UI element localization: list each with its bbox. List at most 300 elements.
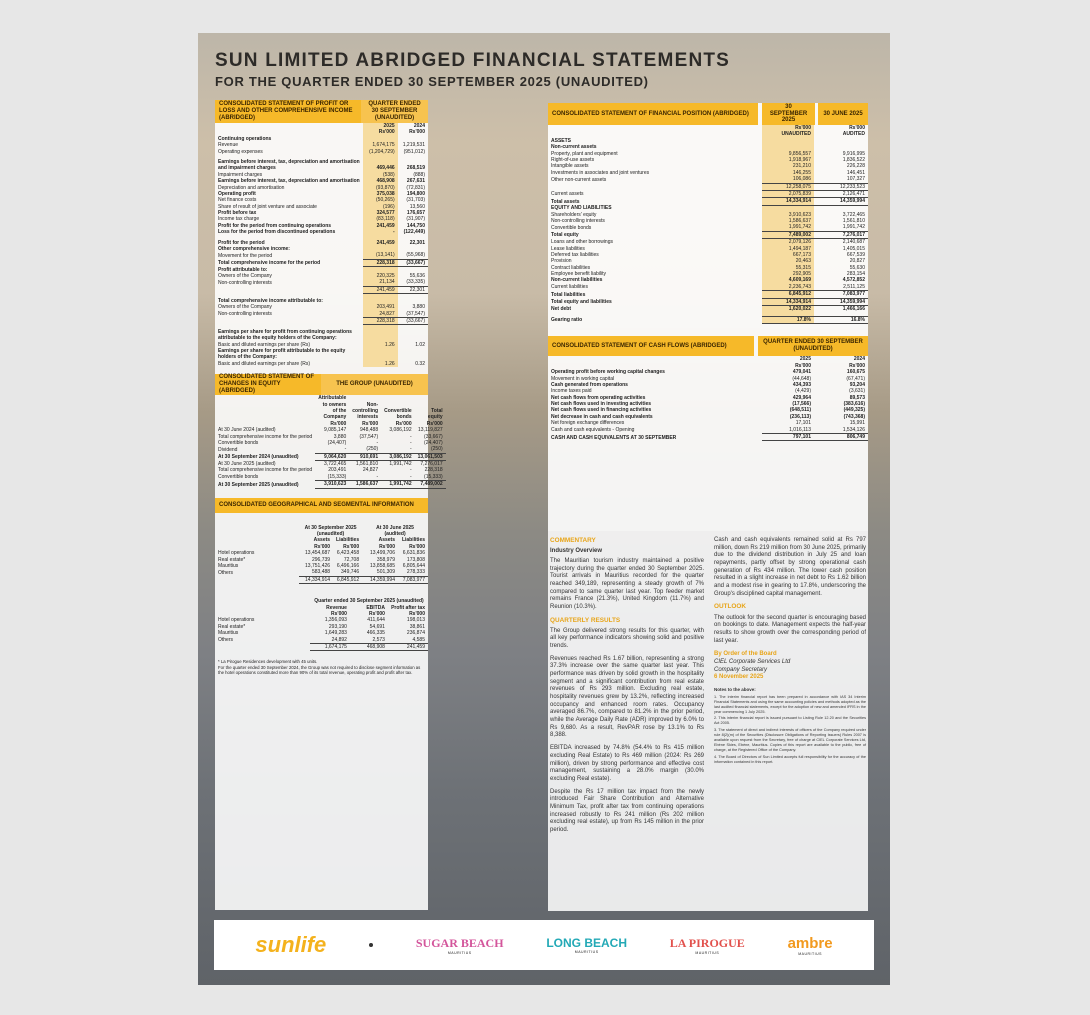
cf-label: Net foreign exchange differences: [551, 420, 625, 427]
fp-label: Employee benefit liability: [551, 271, 607, 278]
seg-value: 1,674,175: [310, 643, 350, 650]
fp-value-2: 12,233,523: [814, 183, 868, 190]
seg-label: Real estate*: [218, 623, 246, 630]
fp-value-2: 667,539: [846, 251, 865, 258]
fp-table: [548, 125, 868, 324]
pl-value-1: 375,038: [363, 191, 398, 197]
geo-table: [215, 525, 428, 585]
fp-title: CONSOLIDATED STATEMENT OF FINANCIAL POSITION (ABRIDGED): [548, 103, 758, 125]
pl-label: Profit for the period: [218, 239, 265, 246]
fp-value-2: 107,327: [846, 176, 865, 183]
fp-label: Property, plant and equipment: [551, 150, 618, 157]
cf-value-2: (743,368): [843, 413, 865, 420]
fp-value-2: 1,405,015: [842, 245, 865, 252]
eq-value: -: [376, 473, 379, 480]
fp-value-1: 6,845,912: [762, 291, 814, 298]
fp-value-2: 7,276,017: [814, 231, 868, 238]
eq-value: 7,489,002: [415, 481, 446, 488]
fp-label: Total assets: [551, 198, 580, 205]
seg-row: [215, 637, 428, 644]
cf-value-1: 17,101: [795, 420, 811, 427]
cf-label: Movement in working capital: [551, 375, 615, 382]
fp-value-1: 1,918,967: [762, 157, 814, 163]
eq-value: (37,547): [359, 433, 379, 440]
fp-value-1: 1,991,742: [762, 224, 814, 231]
seg-unit: Rs'000: [369, 610, 385, 617]
logo-long-beach-text: LONG BEACH: [546, 936, 627, 950]
geo-value: 501,309: [376, 569, 395, 576]
fp-col-2: 30 JUNE 2025: [818, 103, 868, 125]
fp-row: [548, 198, 868, 205]
fp-value-2: 1,991,742: [842, 224, 865, 231]
eq-value: 1,991,742: [389, 461, 412, 468]
pl-value-2: 267,631: [406, 178, 425, 185]
pl-row: [215, 329, 428, 342]
geo-value: 7,083,977: [398, 576, 428, 583]
logo-long-beach-sub: MAURITIUS: [574, 950, 599, 954]
pl-row: [215, 279, 428, 286]
eq-value: -: [409, 446, 412, 453]
eq-value: 3,910,623: [315, 481, 349, 488]
fp-value-2: 7,083,977: [814, 291, 868, 298]
geo-value: 13,499,706: [369, 550, 395, 557]
pl-label: Total comprehensive income for the period: [218, 260, 321, 267]
geo-value: 14,359,994: [362, 576, 398, 583]
geo-value: 6,845,912: [333, 576, 362, 583]
seg-period: Quarter ended 30 September 2025 (unaudited): [314, 598, 424, 605]
eq-header: [215, 374, 428, 395]
geo-value: 583,488: [311, 569, 331, 576]
eq-value: 1,991,742: [381, 481, 415, 488]
pl-value-1: 24,827: [363, 311, 398, 318]
pl-row: [215, 317, 428, 324]
eq-value: 948,488: [360, 427, 379, 434]
pl-value-2: (72,831): [406, 184, 425, 191]
geo-footnote-1: * La Pirogue Residences development with 45 units.: [218, 659, 318, 665]
pl-value-2: [398, 329, 428, 342]
geo-unit: Rs'000: [409, 543, 425, 550]
seg-value: 1,356,093: [324, 617, 347, 624]
pl-label: Share of result of joint venture and associate: [218, 203, 317, 210]
geo-value: 6,631,836: [402, 550, 425, 557]
eq-label: At 30 September 2024 (unaudited): [218, 454, 299, 461]
pl-label: Non-controlling interests: [218, 279, 272, 286]
cf-value-2: (67,471): [846, 375, 865, 382]
fp-label: Convertible bonds: [551, 224, 592, 231]
fp-value-2: 2,140,687: [842, 239, 865, 246]
cf-value-1: (4,429): [795, 388, 811, 395]
pl-value-2: (888): [413, 171, 425, 178]
logo-sugar-beach: [416, 936, 504, 955]
signature-role: Company Secretary: [714, 666, 768, 673]
geo-value: 349,746: [341, 569, 360, 576]
pl-label: Income tax charge: [218, 216, 260, 223]
eq-row: [215, 467, 446, 473]
eq-label: Total comprehensive income for the period: [218, 433, 313, 440]
eq-col-bonds: Convertible bonds: [384, 407, 412, 421]
fp-value-2: 1,466,166: [842, 306, 865, 313]
fp-value-1: 3,910,623: [762, 212, 814, 218]
pl-value-2: (33,667): [398, 317, 428, 324]
pl-label: [215, 317, 363, 324]
pl-value-2: 144,750: [406, 222, 425, 229]
ebitda-text: EBITDA increased by 74.8% (54.4% to Rs 415 million excluding Real Estate) to Rs 469 million (2024: Rs 269 million), driven by strong performance and effective cost management, sustaining a 28.0% margin (30.0% excluding Real estate).: [550, 745, 704, 782]
cf-label: Net cash flows from operating activities: [551, 394, 646, 401]
fp-value-1: 231,210: [762, 163, 814, 169]
pl-value-1: 228,318: [363, 259, 398, 266]
eq-unit: Rs'000: [395, 420, 412, 427]
pl-row: [215, 348, 428, 361]
pl-label: Continuing operations: [218, 135, 272, 142]
pl-label: Basic and diluted earnings per share (Rs): [218, 360, 310, 367]
eq-value: 24,827: [362, 467, 379, 474]
fp-value-2: 1,836,522: [842, 156, 865, 163]
logo-long-beach: [546, 936, 627, 954]
cf-unit-1: Rs'000: [795, 362, 811, 369]
pl-value-1: 1,674,175: [363, 142, 398, 148]
geo-label: [215, 576, 299, 583]
fp-label: [548, 183, 762, 190]
note-4: 4. The Board of Directors of Sun Limited accepts full responsibility for the accuracy of the information contained in this report.: [714, 754, 866, 764]
outlook-text: The outlook for the second quarter is encouraging based on bookings to date. Management expects the half-year results to show growth over the corresponding period of last year.: [714, 614, 866, 644]
fp-label: Deferred tax liabilities: [551, 251, 599, 258]
notes: [714, 687, 866, 765]
profit-text: Despite the Rs 17 million tax impact from the newly introduced Fair Share Contribution and Alternative Minimum Tax, profit after tax from continuing operations increased robustly to Rs 241 million (Rs 202 million excluding real estate), up from Rs 145 million in the prior period.: [550, 788, 704, 833]
geo-group-2: At 30 June 2025 (audited): [376, 524, 414, 538]
pl-row: [215, 361, 428, 367]
geo-col-liab: Liabilities: [336, 537, 360, 544]
seg-label: [215, 643, 310, 650]
left-column: [215, 100, 443, 910]
fp-row: [548, 190, 868, 197]
notes-title: Notes to the above:: [714, 686, 756, 692]
pl-value-2: 1,219,531: [402, 142, 425, 149]
fp-value-2: 226,228: [846, 163, 865, 170]
eq-value: (250): [430, 446, 443, 453]
geo-value: 14,334,914: [299, 576, 333, 583]
fp-label: Total liabilities: [551, 291, 586, 298]
eq-value: -: [409, 467, 412, 474]
eq-unit: Rs'000: [362, 420, 379, 427]
seg-value: 54,691: [369, 623, 385, 630]
pl-label: Loss for the period from discontinued operations: [218, 229, 336, 236]
pl-label: Earnings before interest, tax, depreciation and amortisation: [218, 178, 360, 185]
pl-unit-1: Rs'000: [363, 129, 398, 135]
quarterly-results-intro: The Group delivered strong results for this quarter, with all key performance indicators showing solid and positive trends.: [550, 627, 704, 650]
eq-value: 3,086,192: [389, 427, 412, 434]
eq-value: -: [409, 433, 412, 440]
seg-label: Mauritius: [218, 630, 239, 637]
eq-value: (24,407): [424, 439, 443, 446]
fp-value-2: 283,154: [846, 271, 865, 278]
seg-value: 1,649,283: [324, 630, 347, 637]
cf-value-1: 434,393: [792, 381, 811, 388]
fp-unit-2: Rs'000: [849, 125, 865, 131]
cf-value-1: (236,113): [789, 413, 811, 420]
fp-value-2: 2,126,471: [842, 190, 865, 197]
pl-label: Basic and diluted earnings per share (Rs): [218, 341, 310, 348]
eq-row: [215, 474, 446, 481]
eq-table: [215, 395, 446, 488]
pl-value-1: 241,459: [363, 240, 398, 246]
pl-value-2: 22,301: [398, 286, 428, 293]
geo-row: [215, 569, 428, 576]
cf-row: [548, 427, 868, 434]
pl-label: Movement for the period: [218, 252, 273, 259]
fp-row: [548, 224, 868, 231]
seg-table: [215, 598, 428, 651]
pl-value-2: 176,657: [406, 210, 425, 217]
seg-col-pat: Profit after tax: [391, 604, 425, 611]
signature-order: By Order of the Board: [714, 651, 777, 658]
eq-row: [215, 461, 446, 468]
report-title: SUN LIMITED ABRIDGED FINANCIAL STATEMENTS: [215, 50, 731, 71]
industry-overview-heading: Industry Overview: [550, 548, 603, 555]
fp-label: Right-of-use assets: [551, 156, 595, 163]
pl-label: Revenue: [218, 142, 239, 149]
eq-label: Convertible bonds: [218, 439, 259, 446]
logo-ambre-text: ambre: [787, 934, 833, 952]
seg-value: 466,335: [366, 630, 385, 637]
pl-value-1: 21,134: [363, 279, 398, 286]
brand-logos: [214, 920, 874, 970]
cf-value-1: 429,964: [792, 394, 811, 401]
pl-label: Profit attributable to:: [218, 266, 268, 273]
fp-row: [548, 306, 868, 313]
geo-value: 278,333: [406, 569, 425, 576]
fp-label: Total equity and liabilities: [551, 299, 612, 306]
pl-row: [215, 311, 428, 318]
fp-col-1: 30 SEPTEMBER 2025: [762, 103, 815, 125]
eq-value: 3,722,465: [324, 461, 347, 468]
fp-label: Provision: [551, 258, 572, 265]
fp-row: [548, 298, 868, 305]
eq-value: -: [344, 446, 347, 453]
pl-value-1: (93,870): [363, 185, 398, 191]
eq-value: -: [376, 439, 379, 446]
cf-value-2: (449,325): [843, 407, 865, 414]
fp-header: [548, 103, 868, 125]
logo-sunlife: [255, 932, 326, 958]
pl-row: [215, 159, 428, 172]
eq-value: 3,880: [333, 433, 347, 440]
fp-label: EQUITY AND LIABILITIES: [551, 205, 612, 212]
eq-label: Total comprehensive income for the period: [218, 467, 313, 474]
pl-value-1: (13,141): [363, 252, 398, 259]
geo-row: [215, 576, 428, 583]
fp-value-1: 2,236,743: [762, 284, 814, 291]
fp-value-1: 2,075,839: [762, 190, 814, 197]
pl-label: Other comprehensive income:: [218, 246, 290, 253]
signature-company: CIEL Corporate Services Ltd: [714, 658, 791, 665]
pl-label: Non-controlling interests: [218, 311, 272, 318]
pl-label: Earnings per share for profit attributable to the equity holders of the Company:: [218, 348, 346, 361]
logo-la-pirogue-text: LA PIROGUE: [669, 935, 745, 950]
eq-period: THE GROUP (UNAUDITED): [321, 374, 428, 395]
note-1: 1. The interim financial report has been prepared in accordance with IAS 34 Interim Financial Statements and using the same accounting policies and methods adopted as the last audited financial statements, except for the adoption of new and amended IFRS in the year commencing 1 July 2025.: [714, 694, 866, 714]
pl-period: QUARTER ENDED 30 SEPTEMBER (UNAUDITED): [361, 100, 428, 123]
seg-value: 38,861: [409, 623, 425, 630]
fp-row: [548, 291, 868, 298]
pl-value-2: (951,012): [403, 148, 425, 155]
pl-value-1: 228,318: [363, 317, 398, 324]
pl-value-1: 468,908: [363, 178, 398, 184]
geo-value: 173,808: [406, 556, 425, 563]
cf-unit-2: Rs'000: [849, 362, 865, 369]
eq-value: 203,491: [328, 467, 347, 474]
pl-value-1: 324,577: [363, 210, 398, 216]
logo-la-pirogue: [670, 936, 745, 955]
geo-value: 296,739: [311, 556, 331, 563]
cf-value-2: 15,991: [849, 420, 865, 427]
pl-value-2: 22,301: [409, 239, 425, 246]
seg-value: 468,908: [350, 643, 388, 650]
pl-value-1: (538): [363, 172, 398, 178]
eq-value: (24,407): [327, 439, 347, 446]
logo-sugar-beach-sub: MAURITIUS: [447, 950, 472, 955]
pl-value-1: [363, 329, 398, 342]
cf-table: [548, 356, 868, 441]
cf-value-2: (383,616): [843, 401, 865, 408]
geo-footnote-2: For the quarter ended 30 September 2024, the Group was not required to disclose segment information as the hotel operations constituted more than 90% of its total revenue, operating profit and profit after tax.: [218, 664, 421, 676]
fp-value-1: 7,489,002: [762, 231, 814, 238]
cf-value-2: 89,573: [849, 394, 865, 401]
cf-value-2: 93,204: [849, 381, 865, 388]
eq-value: 13,119,827: [418, 427, 443, 434]
logo-separator: [369, 943, 373, 947]
report-header: [215, 50, 875, 89]
fp-value-1: 12,258,075: [762, 183, 814, 190]
eq-col-owners: Attributable to owners of the Company: [318, 395, 347, 421]
cf-title: CONSOLIDATED STATEMENT OF CASH FLOWS (ABRIDGED): [548, 336, 754, 356]
pl-value-1: 241,459: [363, 223, 398, 229]
cf-label: Cash generated from operations: [551, 381, 628, 388]
eq-value: 7,276,017: [420, 461, 443, 468]
fp-unit-1: Rs'000: [762, 125, 814, 131]
report-page: [198, 33, 890, 985]
fp-value-1: 9,856,557: [762, 151, 814, 157]
pl-value-1: (1,204,729): [363, 149, 398, 155]
eq-label: Convertible bonds: [218, 474, 259, 481]
fp-status-1: UNAUDITED: [762, 131, 814, 137]
pl-header: [215, 100, 428, 123]
cash-text: Cash and cash equivalents remained solid at Rs 797 million, down Rs 219 million from 30 June 2025, primarily due to the dividend distribution in July 25 and loan repayments, partly offset by strong operational cash generation of Rs 434 million. The lower cash position resulted in a slight increase in net debt to Rs 1.62 billion and a modest rise in gearing to 17.8%, underscoring the Group's disciplined capital management.: [714, 537, 866, 597]
eq-value: (250): [366, 446, 379, 453]
cf-value-2: 160,675: [846, 369, 865, 376]
eq-unit: Rs'000: [426, 420, 443, 427]
eq-value: (33,667): [424, 433, 443, 440]
geo-unit: Rs'000: [379, 543, 395, 550]
pl-value-1: 1.26: [363, 342, 398, 348]
fp-label: Investments in associates and joint ventures: [551, 169, 650, 176]
pl-label: Owners of the Company: [218, 304, 272, 311]
cf-label: Operating profit before working capital changes: [551, 369, 665, 376]
eq-label: At 30 June 2025 (audited): [218, 461, 276, 468]
pl-label: Earnings before interest, tax, depreciation and amortisation and impairment charges: [218, 158, 360, 172]
pl-label: Profit for the period from continuing operations: [218, 222, 332, 229]
fp-value-1: 1,586,637: [762, 218, 814, 224]
pl-value-2: 268,519: [406, 165, 425, 172]
eq-value: 9,064,620: [315, 453, 349, 460]
pl-label: Operating expenses: [218, 148, 263, 155]
eq-value: 9,085,147: [324, 427, 347, 434]
pl-label: Earnings per share for profit from continuing operations attributable to the equity holders of the Company:: [218, 328, 352, 342]
pl-value-2: 194,800: [406, 190, 425, 197]
geo-label: Hotel operations: [218, 550, 255, 557]
logo-ambre-sub: MAURITIUS: [798, 951, 822, 956]
logo-la-pirogue-sub: MAURITIUS: [695, 950, 720, 955]
commentary-col-2: [714, 537, 866, 767]
eq-value: 3,086,192: [381, 453, 415, 460]
seg-value: 241,459: [388, 643, 428, 650]
pl-label: [215, 286, 363, 293]
fp-label: Contract liabilities: [551, 264, 591, 271]
seg-value: 198,013: [406, 617, 425, 624]
fp-label: Shareholders' equity: [551, 211, 597, 218]
fp-label: Intangible assets: [551, 163, 589, 170]
eq-value: -: [409, 439, 412, 446]
geo-value: 358,979: [376, 556, 395, 563]
cf-value-2: 1,534,126: [842, 426, 865, 433]
cf-value-1: 797,101: [762, 434, 814, 441]
pl-value-1: (196): [363, 204, 398, 210]
fp-value-1: 1,494,187: [762, 246, 814, 252]
eq-label: Dividend: [218, 446, 238, 453]
eq-unit: Rs'000: [330, 420, 347, 427]
pl-value-1: 469,446: [363, 159, 398, 172]
pl-value-2: 13,560: [409, 203, 425, 210]
eq-label: At 30 June 2024 (audited): [218, 427, 276, 434]
eq-value: 1,561,810: [355, 461, 379, 468]
eq-row: [215, 427, 446, 433]
cf-value-1: 1,016,113: [789, 426, 811, 433]
logo-ambre: [788, 935, 833, 956]
eq-value: 13,061,503: [415, 453, 446, 460]
outlook-heading: OUTLOOK: [714, 603, 746, 611]
pl-value-2: (33,335): [406, 279, 425, 286]
cf-header: [548, 336, 868, 356]
pl-value-1: 203,491: [363, 304, 398, 310]
cf-value-1: 479,041: [792, 369, 811, 376]
eq-row: [215, 453, 446, 460]
fp-value-2: 4,572,852: [842, 277, 865, 284]
right-tables: [548, 103, 868, 531]
pl-value-2: (33,667): [398, 259, 428, 266]
geo-title: CONSOLIDATED GEOGRAPHICAL AND SEGMENTAL INFORMATION: [215, 498, 428, 513]
cf-period: QUARTER ENDED 30 SEPTEMBER (UNAUDITED): [758, 336, 868, 356]
cf-year-1: 2025: [799, 356, 811, 363]
fp-value-1: 55,315: [762, 265, 814, 271]
pl-table: [215, 123, 428, 367]
eq-value: -: [409, 473, 412, 480]
cf-label: Net cash flows used in financing activities: [551, 407, 652, 414]
fp-label: Gearing ratio: [551, 317, 583, 324]
fp-value-1: 17.8%: [762, 316, 814, 323]
fp-value-2: 14,359,994: [814, 298, 868, 305]
pl-year-1: 2025: [363, 123, 398, 129]
report-subtitle: FOR THE QUARTER ENDED 30 SEPTEMBER 2025 (UNAUDITED): [215, 74, 649, 89]
eq-title: CONSOLIDATED STATEMENT OF CHANGES IN EQUITY (ABRIDGED): [215, 374, 321, 395]
pl-label: Profit before tax: [218, 210, 257, 217]
fp-value-1: 20,463: [762, 258, 814, 264]
pl-value-2: (31,703): [406, 197, 425, 204]
eq-value: 910,691: [349, 453, 381, 460]
fp-value-1: 14,334,914: [762, 198, 814, 205]
fp-value-2: 55,630: [849, 264, 865, 271]
fp-label: Net debt: [551, 306, 571, 313]
fp-row: [548, 176, 868, 183]
cf-year-2: 2024: [853, 356, 865, 363]
